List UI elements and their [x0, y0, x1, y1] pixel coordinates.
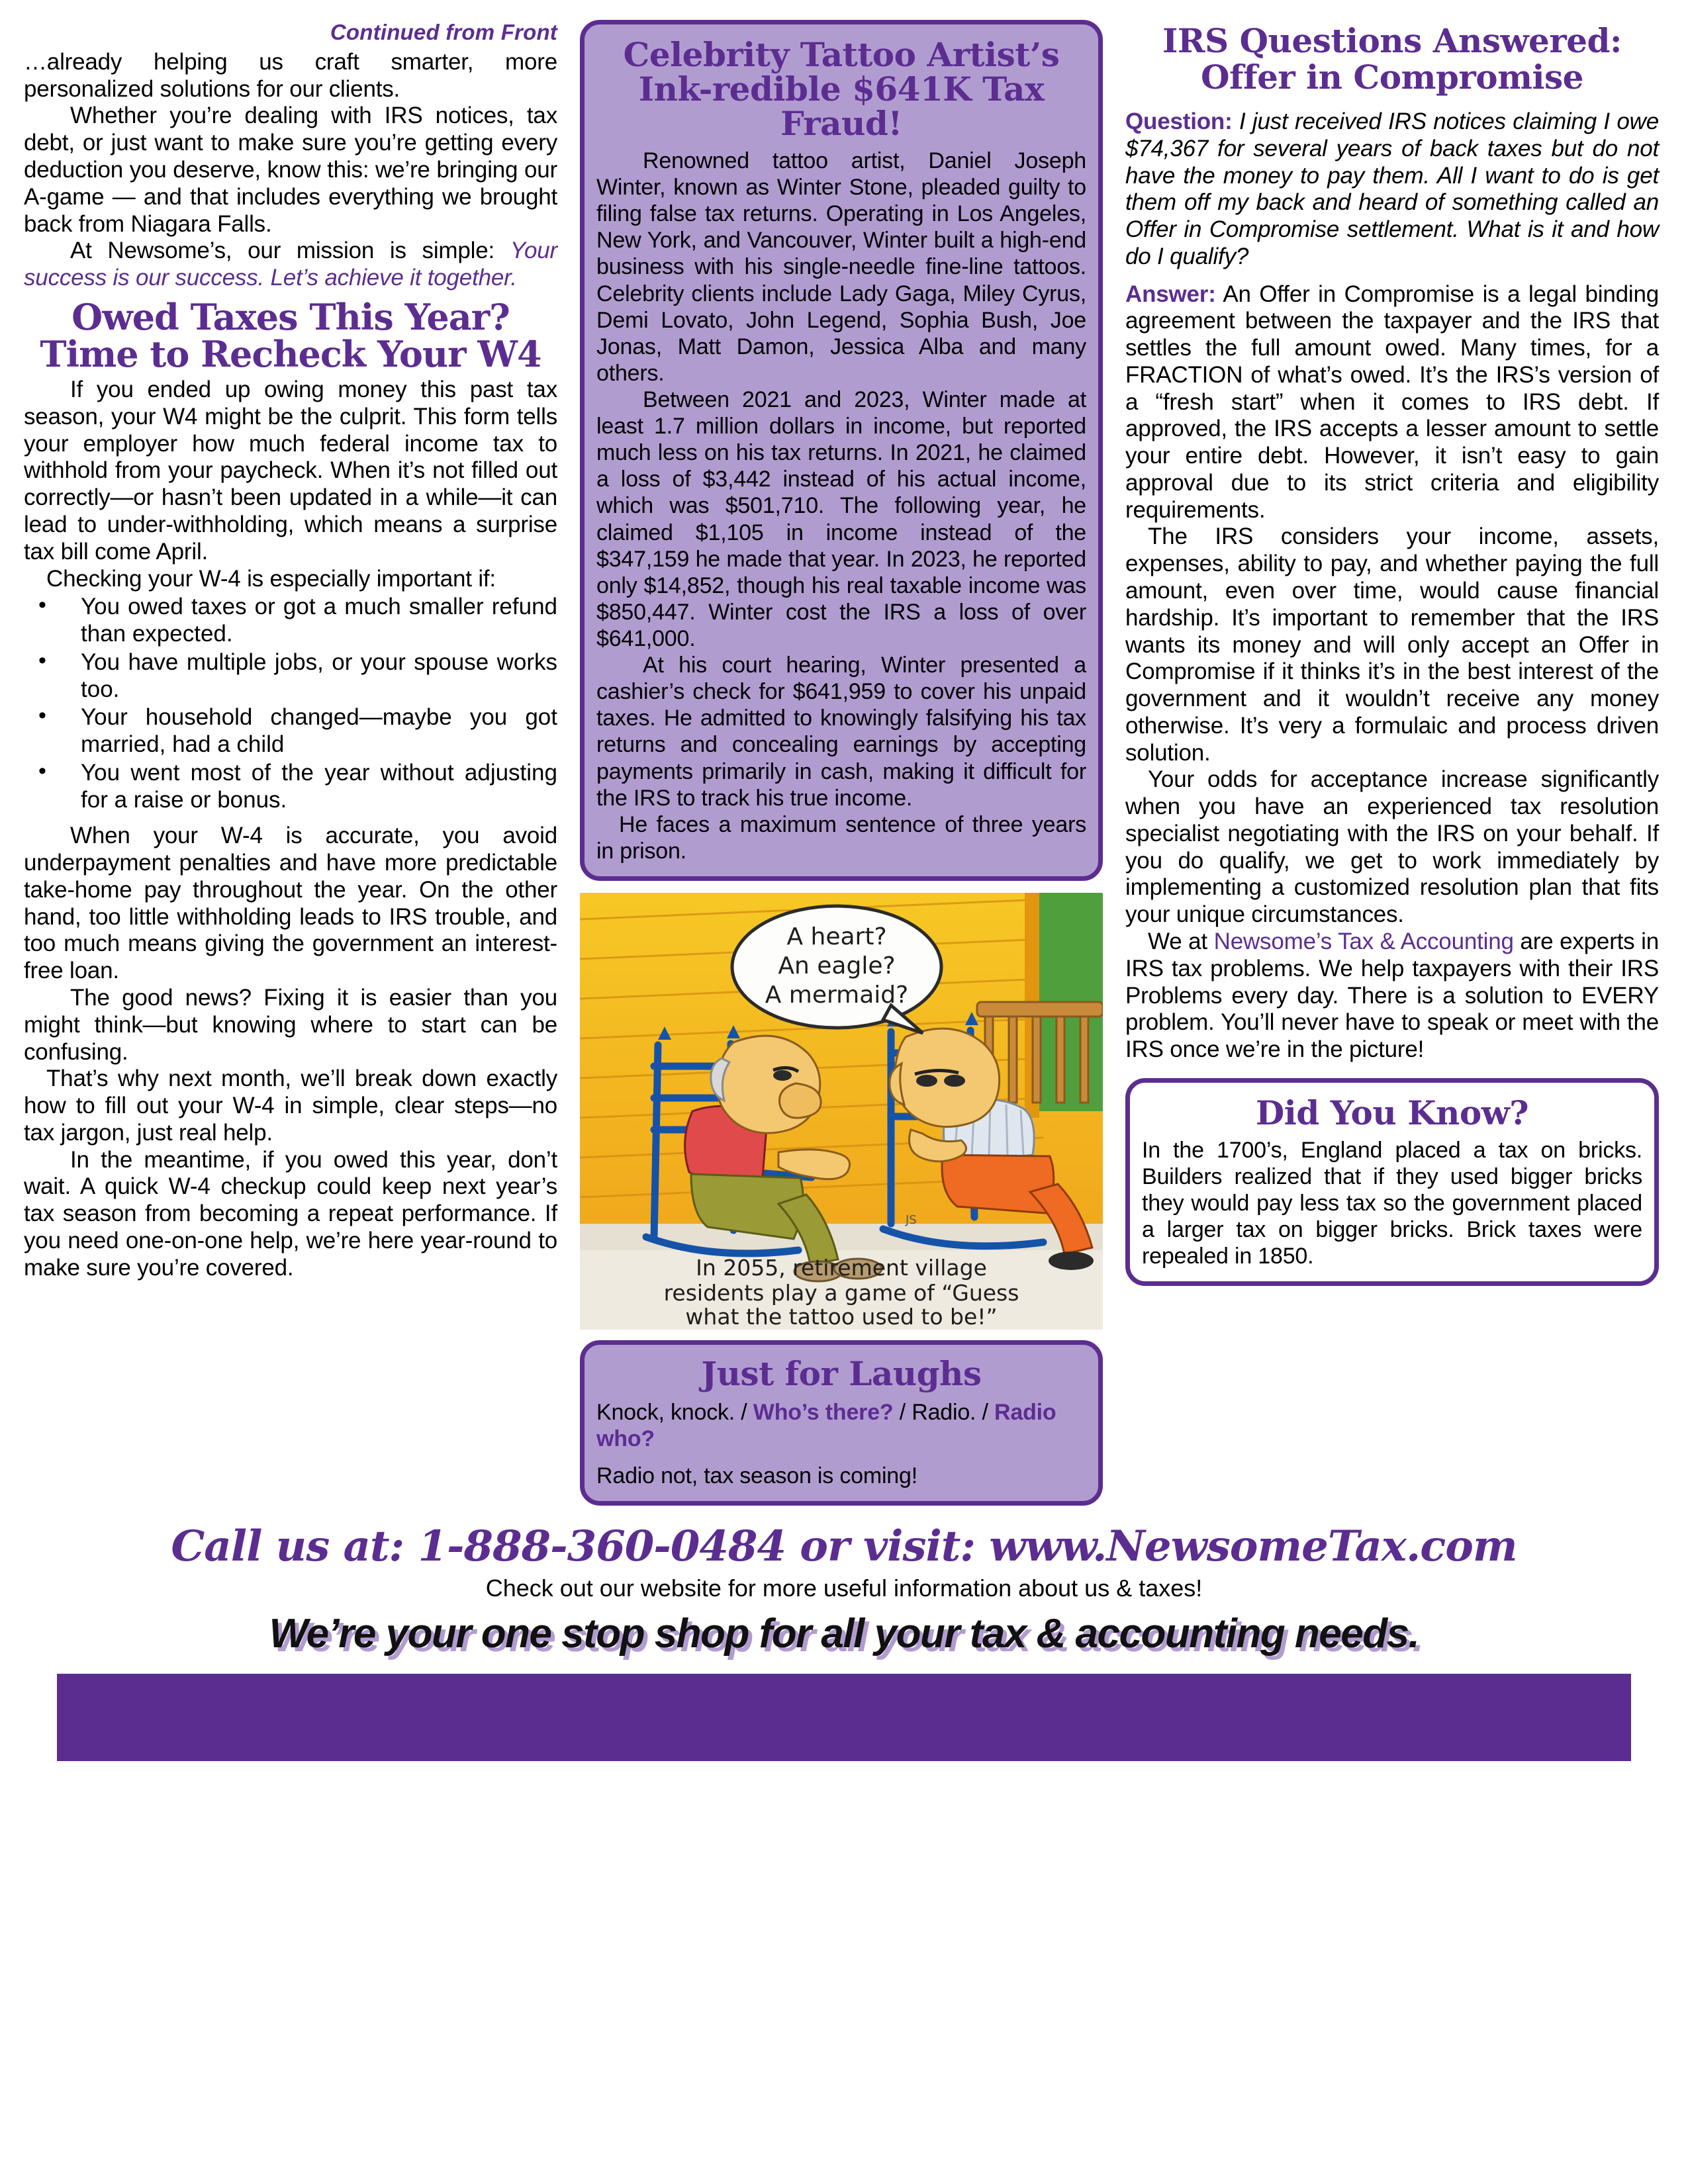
tattoo-paragraph-2: Between 2021 and 2023, Winter made at least 1.7 million dollars in income, but reported much less on his tax returns. In 2021, he claimed a loss of $3,442 instead of his actual income, which was $501,710. The following year, he claimed $1,105 in income instead of the $347,159 he made that year. In 2023, he reported only $14,852, though his real taxable income was $850,447. Winter cost the IRS a loss of over $641,000.: [596, 387, 1086, 651]
right-column: [1125, 20, 1659, 1298]
speech-bubble-line-2: An eagle?: [778, 952, 896, 979]
list-item: [29, 649, 557, 704]
brand-lead-text: We at: [1148, 928, 1214, 954]
middle-column: [580, 20, 1103, 1518]
list-item-label: You owed taxes or got a much smaller refund than expected.: [81, 594, 557, 647]
speech-bubble-line-3: A mermaid?: [765, 981, 909, 1009]
company-slogan: We’re your one stop shop for all your tax & accounting needs.: [269, 1611, 1419, 1657]
question-body: I just received IRS notices claiming I owe $74,367 for several years of back taxes but do not have the money to pay them. All I want to do is get them off my back and heard of something called an Offer in Compromise settlement. What is it and how do I qualify?: [1125, 109, 1659, 269]
left-column: [24, 20, 557, 1281]
intro-paragraph-3: [24, 238, 557, 292]
cartoon-caption-line-2: residents play a game of “Guess: [663, 1279, 1019, 1306]
w4-paragraph-2: Checking your W-4 is especially important if:: [46, 565, 496, 592]
question-paragraph: [1125, 109, 1659, 271]
list-item-label: You have multiple jobs, or your spouse works too.: [81, 649, 557, 702]
just-for-laughs-title: Just for Laughs: [701, 1353, 982, 1393]
joke-setup-a: Knock, knock. /: [596, 1399, 753, 1425]
cartoon-caption-line-3: what the tattoo used to be!”: [685, 1303, 998, 1330]
bullet-icon: •: [38, 647, 46, 673]
w4-paragraph-6: In the meantime, if you owed this year, don’t wait. A quick W-4 checkup could keep next year’s tax season from becoming a repeat performance. If you need one-on-one help, we’re here year-round to make sure you’re covered.: [24, 1146, 557, 1281]
cartoonist-signature: JS: [906, 1212, 917, 1227]
tattoo-paragraph-1: Renowned tattoo artist, Daniel Joseph Winter, known as Winter Stone, pleaded guilty to filing false tax returns. Operating in Los Angeles, New York, and Vancouver, Winter built a high-end business with his single-needle fine-line tattoos. Celebrity clients include Lady Gaga, Miley Cyrus, Demi Lovato, John Legend, Sophia Bush, Joe Jonas, Matt Damon, Jessica Alba and many others.: [596, 148, 1086, 386]
intro-paragraph-2: Whether you’re dealing with IRS notices, tax debt, or just want to make sure you’re getting every deduction you deserve, know this: we’re bringing our A-game — and that includes everything we brought back from Niagara Falls.: [24, 103, 557, 237]
answer-label: Answer:: [1125, 281, 1216, 307]
w4-paragraph-4: The good news? Fixing it is easier than you might think—but knowing where to start can be confusing.: [24, 984, 557, 1065]
did-you-know-text: In the 1700’s, England placed a tax on bricks. Builders realized that if they used bigger bricks they would pay less tax so the government placed a larger tax on bigger bricks. Brick taxes were repealed in 1850.: [1142, 1137, 1642, 1269]
list-item: [29, 704, 557, 758]
cartoon-illustration: [580, 893, 1103, 1330]
bullet-icon: •: [38, 758, 46, 784]
did-you-know-box: [1125, 1078, 1659, 1287]
joke-response-a: Who’s there?: [753, 1399, 894, 1425]
three-column-layout: [24, 20, 1664, 1518]
bullet-icon: •: [38, 592, 46, 618]
speech-bubble-line-1: A heart?: [786, 923, 887, 950]
footer-purple-bar: [57, 1674, 1631, 1761]
answer-body-1: An Offer in Compromise is a legal binding agreement between the taxpayer and the IRS that settles the full amount owed. Many times, for a FRACTION of what’s owed. It’s the IRS’s version of a “fresh start” when it comes to IRS debt. If approved, the IRS accepts a lesser amount to settle your entire debt. However, it isn’t easy to gain approval due to its strict criteria and eligibility requirements.: [1125, 281, 1659, 523]
cartoon-caption-line-1: In 2055, retirement village: [696, 1254, 987, 1281]
w4-article-heading: Owed Taxes This Year? Time to Recheck Your W4: [40, 295, 541, 375]
mission-lead-text: At Newsome’s, our mission is simple:: [70, 238, 510, 264]
contact-call-line[interactable]: Call us at: 1-888-360-0484 or visit: www.NewsomeTax.com: [171, 1522, 1517, 1572]
page-footer: [24, 1524, 1664, 1761]
joke-line-1: [596, 1399, 1086, 1452]
list-item-label: You went most of the year without adjusting for a raise or bonus.: [81, 759, 557, 813]
intro-paragraph-1: …already helping us craft smarter, more personalized solutions for our clients.: [24, 48, 557, 102]
continued-from-front-label: Continued from Front: [330, 20, 557, 44]
retirement-village-cartoon: [580, 893, 1103, 1330]
answer-paragraph-1: [1125, 281, 1659, 524]
answer-paragraph-2: The IRS considers your income, assets, expenses, ability to pay, and whether paying the full amount, even over time, would cause financial hardship. It’s important to remember that the IRS wants its money and will only accept an Offer in Compromise if it thinks it’s in the best interest of the government and it wouldn’t receive any money otherwise. It’s very a formulaic and process driven solution.: [1125, 523, 1659, 766]
irs-questions-heading: IRS Questions Answered: Offer in Compromise: [1162, 21, 1622, 97]
joke-punchline: Radio not, tax season is coming!: [596, 1463, 917, 1489]
brand-trailing-text: are experts in IRS tax problems. We help taxpayers with their IRS Problems every day. There is a solution to EVERY problem. You’ll never have to speak or meet with the IRS once we’re in the picture!: [1125, 928, 1659, 1063]
did-you-know-title: Did You Know?: [1255, 1093, 1529, 1132]
w4-paragraph-5: That’s why next month, we’ll break down exactly how to fill out your W-4 in simple, clear steps—no tax jargon, just real help.: [24, 1066, 557, 1146]
joke-response-b: Radio who?: [596, 1399, 1056, 1452]
tattoo-article-title: Celebrity Tattoo Artist’s Ink-redible $641K Tax Fraud!: [623, 35, 1060, 143]
question-label: Question:: [1125, 109, 1233, 134]
mission-statement-text: Your success is our success. Let’s achieve it together.: [24, 238, 557, 291]
answer-paragraph-3: Your odds for acceptance increase significantly when you have an experienced tax resolution specialist negotiating with the IRS on your behalf. If you do qualify, we get to work immediately by implementing a customized resolution plan that fits your unique circumstances.: [1125, 766, 1659, 928]
celebrity-tattoo-article-box: [580, 20, 1103, 881]
list-item-label: Your household changed—maybe you got married, had a child: [81, 704, 557, 758]
bullet-icon: •: [38, 703, 46, 729]
w4-checklist: [24, 594, 557, 813]
list-item: [29, 594, 557, 648]
answer-paragraph-4: [1125, 929, 1659, 1064]
w4-paragraph-1: If you ended up owing money this past tax season, your W4 might be the culprit. This form tells your employer how much federal income tax to withhold from your paycheck. When it’s not filled out correctly—or hasn’t been updated in a while—it can lead to under-withholding, which means a surprise tax bill come April.: [24, 377, 557, 565]
just-for-laughs-box: [580, 1340, 1103, 1506]
list-item: [29, 760, 557, 814]
tattoo-paragraph-3: At his court hearing, Winter presented a cashier’s check for $641,959 to cover his unpaid taxes. He admitted to knowingly falsifying his tax returns and concealing earnings by accepting payments primarily in cash, making it difficult for the IRS to track his true income.: [596, 653, 1086, 811]
tattoo-paragraph-4: He faces a maximum sentence of three years in prison.: [596, 811, 1086, 864]
company-name-text: Newsome’s Tax & Accounting: [1213, 928, 1514, 954]
joke-setup-b: / Radio. /: [893, 1399, 995, 1425]
website-subtext: Check out our website for more useful information about us & taxes!: [485, 1574, 1203, 1602]
w4-paragraph-3: When your W-4 is accurate, you avoid underpayment penalties and have more predictable take-home pay throughout the year. On the other hand, too little withholding leads to IRS trouble, and too much means giving the government an interest-free loan.: [24, 823, 557, 984]
